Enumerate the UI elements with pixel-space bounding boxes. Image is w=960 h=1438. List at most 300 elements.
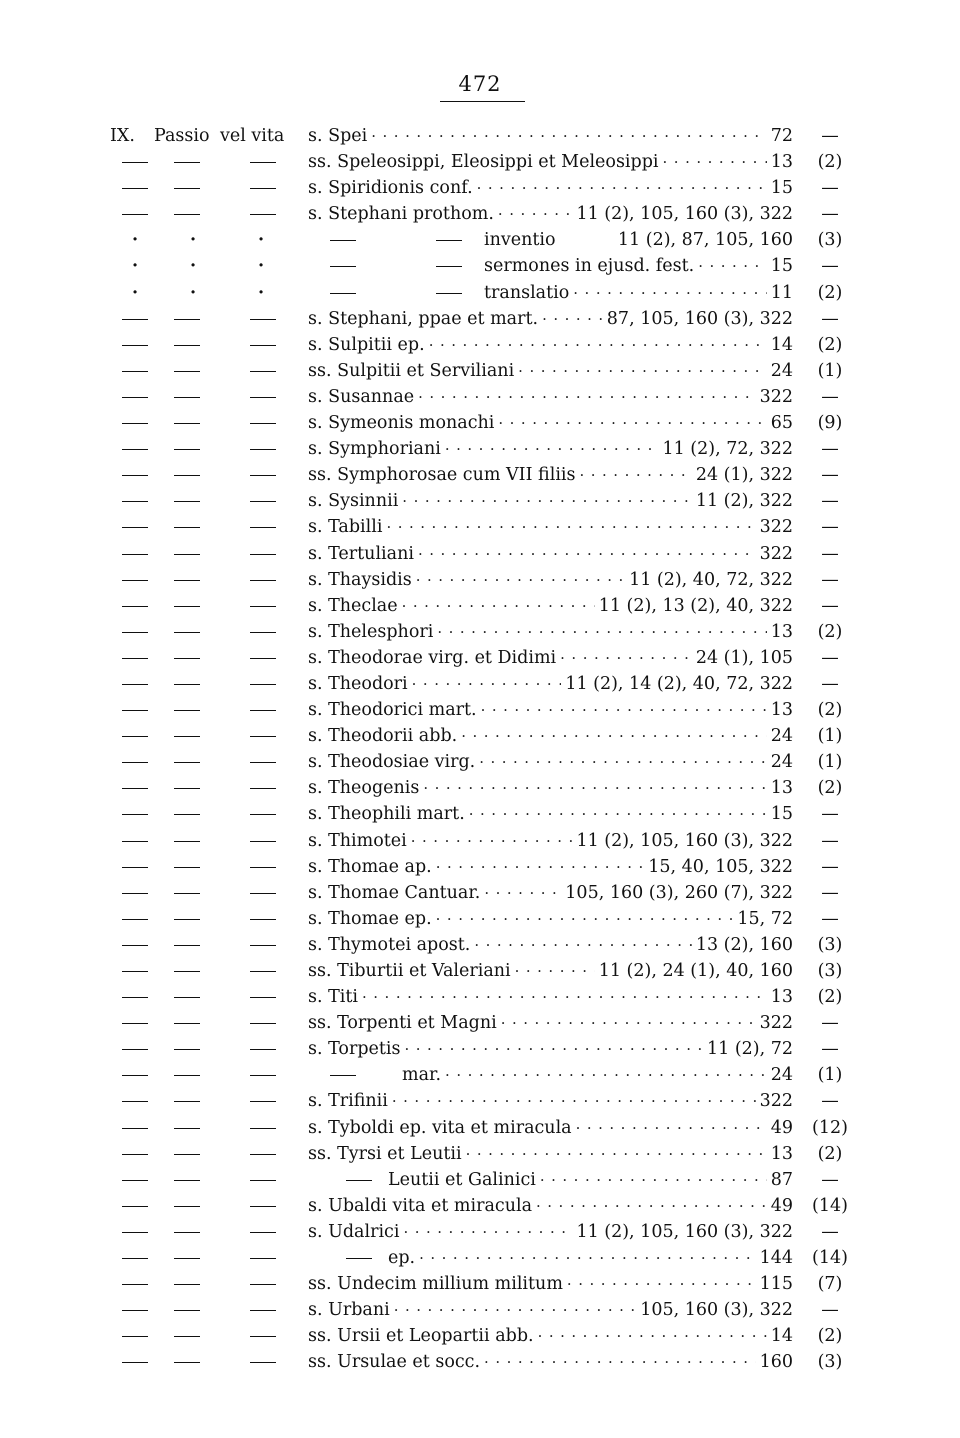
dot-leader: [484, 880, 561, 906]
dot-leader: [479, 749, 766, 775]
ditto-dash: [250, 1128, 276, 1129]
ditto-col2: [174, 175, 200, 201]
ditto-col2: [174, 541, 200, 567]
entry-references: 322: [759, 386, 793, 407]
ditto-dash: [122, 1284, 148, 1285]
ditto-dash: [250, 1362, 276, 1363]
entry-name: s. Spei: [308, 126, 368, 146]
entry-count: (2): [817, 778, 843, 799]
index-row: [110, 384, 850, 410]
entry-references: 144: [759, 1248, 793, 1269]
dot-leader: [445, 1062, 767, 1088]
index-row: [110, 723, 850, 749]
ditto-dot-3: ·: [258, 282, 265, 303]
dot-leader: [416, 567, 625, 593]
ditto-col2: [174, 619, 200, 645]
ditto-col1: [122, 332, 148, 358]
entry-title: [308, 1088, 793, 1114]
ditto-col2: [174, 854, 200, 880]
ditto-dash: [330, 266, 356, 267]
entry-title: [308, 1010, 793, 1036]
entry-title: [308, 749, 793, 775]
ditto-dash: [122, 371, 148, 372]
ditto-col3: [250, 436, 276, 462]
entry-title: [308, 123, 793, 149]
dot-leader: [411, 828, 573, 854]
ditto-col1: [122, 1193, 148, 1219]
dot-leader: [386, 514, 755, 540]
ditto-col1: [122, 541, 148, 567]
ditto-col2: [174, 723, 200, 749]
entry-name: s. Torpetis: [308, 1039, 401, 1060]
ditto-col2: [174, 1297, 200, 1323]
dot-leader: [392, 1088, 756, 1114]
index-row: [110, 1245, 850, 1271]
entry-references: 160: [759, 1352, 793, 1373]
entry-count: —: [821, 856, 839, 877]
index-row: [110, 1193, 850, 1219]
entry-title: [308, 880, 793, 906]
entry-title: [308, 958, 793, 984]
entry-references: 13 (2), 160: [695, 934, 793, 955]
index-row: [110, 801, 850, 827]
ditto-col1: [122, 1323, 148, 1349]
ditto-dash: [122, 971, 148, 972]
entry-name: s. Symphoriani: [308, 439, 441, 460]
ditto-col1: [122, 619, 148, 645]
ditto-dot-2: ·: [190, 282, 197, 303]
index-row: [110, 984, 850, 1010]
ditto-col1: [122, 1297, 148, 1323]
entry-title: [308, 1271, 793, 1297]
ditto-dash: [122, 841, 148, 842]
index-row: [110, 697, 850, 723]
entry-title: [308, 175, 793, 201]
ditto-dash: [174, 658, 200, 659]
ditto-dash: [250, 449, 276, 450]
ditto-col3: [250, 775, 276, 801]
ditto-col2: [174, 149, 200, 175]
entry-count: (2): [817, 621, 843, 642]
ditto-col1: [122, 645, 148, 671]
entry-references: 72: [770, 126, 793, 146]
ditto-dash: [250, 501, 276, 502]
ditto-dash: [122, 1180, 148, 1181]
ditto-col3: [250, 567, 276, 593]
entry-title: [308, 1349, 793, 1375]
ditto-dash: [122, 1154, 148, 1155]
entry-title: [308, 932, 793, 958]
ditto-dash: [330, 280, 356, 306]
entry-references: 87: [770, 1169, 793, 1190]
entry-count: (2): [817, 152, 843, 173]
ditto-col1: [122, 436, 148, 462]
entry-references: 11 (2), 40, 72, 322: [629, 569, 793, 590]
entry-title: [308, 410, 793, 436]
ditto-dash: [174, 893, 200, 894]
entry-count: —: [821, 830, 839, 851]
entry-count: —: [821, 673, 839, 694]
entry-references: 13: [770, 152, 793, 173]
entry-references: 24: [770, 726, 793, 747]
ditto-dash: [174, 1258, 200, 1259]
ditto-col3: [250, 828, 276, 854]
dot-leader: [518, 358, 767, 384]
dot-leader: [580, 462, 692, 488]
ditto-dash: [330, 1062, 356, 1088]
dot-leader: [469, 801, 767, 827]
index-row: [110, 1010, 850, 1036]
ditto-dash: [250, 971, 276, 972]
ditto-dash: [122, 814, 148, 815]
ditto-dash: [174, 475, 200, 476]
index-row: [110, 1141, 850, 1167]
ditto-dash: [250, 867, 276, 868]
entry-count: —: [821, 595, 839, 616]
ditto-col2: [174, 1010, 200, 1036]
ditto-col1: [122, 828, 148, 854]
entry-references: 14: [770, 1326, 793, 1347]
ditto-dash: [174, 684, 200, 685]
ditto-col3: [250, 1036, 276, 1062]
index-row: [110, 280, 850, 306]
ditto-dash: [174, 788, 200, 789]
entry-count: (2): [817, 987, 843, 1008]
ditto-col2: [174, 775, 200, 801]
entry-references: 24: [770, 752, 793, 773]
entry-count: —: [821, 386, 839, 407]
ditto-col3: [250, 410, 276, 436]
dot-leader: [429, 332, 767, 358]
ditto-dash: [250, 919, 276, 920]
ditto-col3: [250, 358, 276, 384]
ditto-dash: [250, 1101, 276, 1102]
ditto-col2: [174, 1193, 200, 1219]
index-row: [110, 306, 850, 332]
dot-leader: [405, 1036, 703, 1062]
entry-title: [308, 1141, 793, 1167]
index-row: [110, 1167, 850, 1193]
ditto-col1: [122, 1115, 148, 1141]
ditto-dash: [122, 1128, 148, 1129]
ditto-col1: [122, 906, 148, 932]
entry-title: [308, 1036, 793, 1062]
entry-references: 11: [770, 282, 793, 303]
dot-leader: [418, 541, 756, 567]
entry-name: ss. Speleosippi, Eleosippi et Meleosippi: [308, 152, 659, 173]
ditto-dash: [122, 423, 148, 424]
ditto-dash: [250, 997, 276, 998]
index-row: [110, 123, 850, 149]
ditto-dash: [436, 253, 462, 279]
ditto-dash: [250, 1075, 276, 1076]
ditto-dash: [436, 280, 462, 306]
ditto-dash: [174, 423, 200, 424]
dot-leader: [484, 1349, 756, 1375]
entry-count: (1): [817, 1065, 843, 1086]
ditto-col2: [174, 1323, 200, 1349]
ditto-col3: [250, 671, 276, 697]
ditto-col3: [250, 749, 276, 775]
ditto-dash: [122, 345, 148, 346]
ditto-dash: [174, 188, 200, 189]
ditto-dash: [174, 1180, 200, 1181]
entry-name: s. Theodorii abb.: [308, 726, 458, 747]
entry-references: 13: [770, 1143, 793, 1164]
dot-leader: [542, 306, 603, 332]
index-row: [110, 1219, 850, 1245]
entry-count: (2): [817, 282, 843, 303]
page-number: 472: [458, 72, 502, 96]
ditto-dash: [174, 554, 200, 555]
ditto-dash: [174, 1284, 200, 1285]
ditto-col3: [250, 384, 276, 410]
entry-name: inventio: [484, 230, 556, 251]
ditto-col3: [250, 1245, 276, 1271]
dot-leader: [362, 984, 767, 1010]
entry-title: [308, 645, 793, 671]
dot-leader: [437, 619, 766, 645]
index-row: [110, 227, 850, 253]
entry-references: 15, 72: [737, 908, 793, 929]
ditto-col3: [250, 1271, 276, 1297]
ditto-dash: [122, 1362, 148, 1363]
ditto-dash: [122, 658, 148, 659]
ditto-dash: [122, 1075, 148, 1076]
ditto-dash: [250, 1023, 276, 1024]
index-row: [110, 488, 850, 514]
ditto-dash: [174, 867, 200, 868]
ditto-col2: [174, 801, 200, 827]
index-row: [110, 906, 850, 932]
entry-title: [308, 436, 793, 462]
entry-references: 105, 160 (3), 260 (7), 322: [565, 882, 793, 903]
ditto-dot-2: ·: [190, 256, 197, 277]
entry-name: s. Tabilli: [308, 517, 383, 538]
ditto-col3: [250, 541, 276, 567]
ditto-col2: [174, 1141, 200, 1167]
ditto-col3: [250, 932, 276, 958]
entry-count: —: [821, 308, 839, 329]
ditto-dot-1: ·: [132, 230, 139, 251]
ditto-dash: [250, 1180, 276, 1181]
ditto-dash: [122, 606, 148, 607]
entry-title: [308, 306, 793, 332]
ditto-dash: [174, 971, 200, 972]
ditto-dash: [122, 919, 148, 920]
ditto-col1: [122, 149, 148, 175]
ditto-dash: [174, 397, 200, 398]
dot-leader: [466, 1141, 767, 1167]
entry-name: s. Trifinii: [308, 1091, 388, 1112]
ditto-dash: [122, 788, 148, 789]
ditto-dash: [174, 710, 200, 711]
ditto-col1: [122, 410, 148, 436]
ditto-dash: [250, 736, 276, 737]
ditto-dash: [174, 319, 200, 320]
entry-name: s. Theogenis: [308, 778, 420, 799]
ditto-col1: [122, 488, 148, 514]
entry-count: —: [821, 1300, 839, 1321]
entry-name: s. Symeonis monachi: [308, 413, 495, 434]
entry-count: (1): [817, 726, 843, 747]
ditto-dash: [250, 606, 276, 607]
ditto-col2: [174, 880, 200, 906]
dot-leader: [461, 723, 767, 749]
ditto-dash: [122, 867, 148, 868]
entry-name: ep.: [388, 1248, 416, 1269]
ditto-dash: [174, 1310, 200, 1311]
ditto-col2: [174, 984, 200, 1010]
entry-count: —: [821, 1169, 839, 1190]
entry-count: (3): [817, 1352, 843, 1373]
entry-references: 11 (2), 322: [695, 491, 793, 512]
entry-title: [308, 723, 793, 749]
ditto-dash: [250, 1284, 276, 1285]
ditto-dash: [250, 1310, 276, 1311]
entry-title: [308, 541, 793, 567]
entry-references: 24 (1), 322: [695, 465, 793, 486]
dot-leader: [394, 1297, 636, 1323]
entry-name: s. Theclae: [308, 595, 398, 616]
dot-leader: [560, 645, 692, 671]
ditto-col3: [250, 1349, 276, 1375]
ditto-col3: [250, 854, 276, 880]
ditto-col2: [174, 593, 200, 619]
ditto-col2: [174, 828, 200, 854]
ditto-dash: [250, 893, 276, 894]
ditto-col1: [122, 1167, 148, 1193]
dot-leader: [501, 1010, 756, 1036]
dot-leader: [540, 1167, 767, 1193]
entry-count: (1): [817, 360, 843, 381]
entry-title: [308, 801, 793, 827]
entry-name: s. Urbani: [308, 1300, 390, 1321]
ditto-col2: [174, 1167, 200, 1193]
entry-references: 13: [770, 621, 793, 642]
ditto-dash: [122, 188, 148, 189]
entry-references: 65: [770, 413, 793, 434]
dot-leader: [515, 958, 595, 984]
ditto-col2: [174, 671, 200, 697]
entry-name: sermones in ejusd. fest.: [484, 256, 695, 277]
ditto-col3: [250, 514, 276, 540]
ditto-dash: [250, 762, 276, 763]
entry-name: ss. Sulpitii et Serviliani: [308, 360, 515, 381]
entry-references: 11 (2), 105, 160 (3), 322: [576, 204, 793, 225]
ditto-col3: [250, 201, 276, 227]
ditto-col2: [174, 332, 200, 358]
ditto-dash: [436, 266, 462, 267]
index-row: [110, 1115, 850, 1141]
dot-leader: [698, 253, 767, 279]
ditto-col1: [122, 671, 148, 697]
ditto-col3: [250, 697, 276, 723]
ditto-dash: [174, 1049, 200, 1050]
dot-leader: [402, 488, 692, 514]
entry-name: s. Stephani prothom.: [308, 204, 494, 225]
entry-count: —: [821, 647, 839, 668]
ditto-dash: [174, 345, 200, 346]
entry-name: s. Thomae ep.: [308, 908, 432, 929]
index-row: [110, 775, 850, 801]
column-passio: Passio: [154, 126, 210, 146]
ditto-dash: [174, 814, 200, 815]
ditto-dash: [250, 1154, 276, 1155]
ditto-dash: [174, 632, 200, 633]
entry-references: 11 (2), 105, 160 (3), 322: [576, 1221, 793, 1242]
ditto-col3: [250, 1115, 276, 1141]
ditto-col2: [174, 1115, 200, 1141]
index-row: [110, 1088, 850, 1114]
entry-count: —: [821, 178, 839, 199]
ditto-col2: [174, 514, 200, 540]
entry-title: [308, 593, 793, 619]
dot-leader: [436, 854, 645, 880]
entry-title: [308, 1115, 793, 1141]
ditto-col1: [122, 1349, 148, 1375]
ditto-col1: [122, 358, 148, 384]
index-row: [110, 880, 850, 906]
ditto-col1: [122, 593, 148, 619]
entry-title: [308, 1219, 793, 1245]
entry-references: 322: [759, 517, 793, 538]
ditto-dash: [122, 762, 148, 763]
ditto-dash: [346, 1258, 372, 1259]
ditto-dash: [122, 710, 148, 711]
dot-leader: [481, 697, 767, 723]
ditto-col3: [250, 593, 276, 619]
ditto-col2: [174, 1245, 200, 1271]
entry-count: —: [821, 1221, 839, 1242]
entry-count: —: [821, 517, 839, 538]
entry-count: —: [821, 804, 839, 825]
entry-name: s. Thimotei: [308, 830, 407, 851]
entry-title: [308, 1062, 793, 1088]
index-row: [110, 593, 850, 619]
entry-count: —: [821, 908, 839, 929]
index-row: [110, 175, 850, 201]
entry-count: (3): [817, 934, 843, 955]
ditto-col2: [174, 906, 200, 932]
ditto-col2: [174, 645, 200, 671]
entry-references: 13: [770, 987, 793, 1008]
index-row: [110, 410, 850, 436]
ditto-dash: [122, 162, 148, 163]
ditto-dash: [250, 397, 276, 398]
dot-leader: [418, 384, 755, 410]
ditto-dash: [122, 214, 148, 215]
entry-name: ss. Tyrsi et Leutii: [308, 1143, 462, 1164]
entry-references: 14: [770, 334, 793, 355]
index-row: [110, 932, 850, 958]
entry-count: —: [821, 569, 839, 590]
ditto-dash: [122, 1049, 148, 1050]
ditto-dash: [330, 253, 356, 279]
entry-count: (14): [812, 1195, 848, 1216]
ditto-dash: [436, 240, 462, 241]
ditto-dash: [250, 1206, 276, 1207]
index-row: [110, 671, 850, 697]
ditto-dash: [122, 449, 148, 450]
ditto-dash: [122, 1206, 148, 1207]
ditto-col2: [174, 1036, 200, 1062]
ditto-col1: [122, 384, 148, 410]
entry-references: 15: [770, 804, 793, 825]
entry-title: [308, 384, 793, 410]
entry-title: [308, 671, 793, 697]
entry-title: [308, 697, 793, 723]
